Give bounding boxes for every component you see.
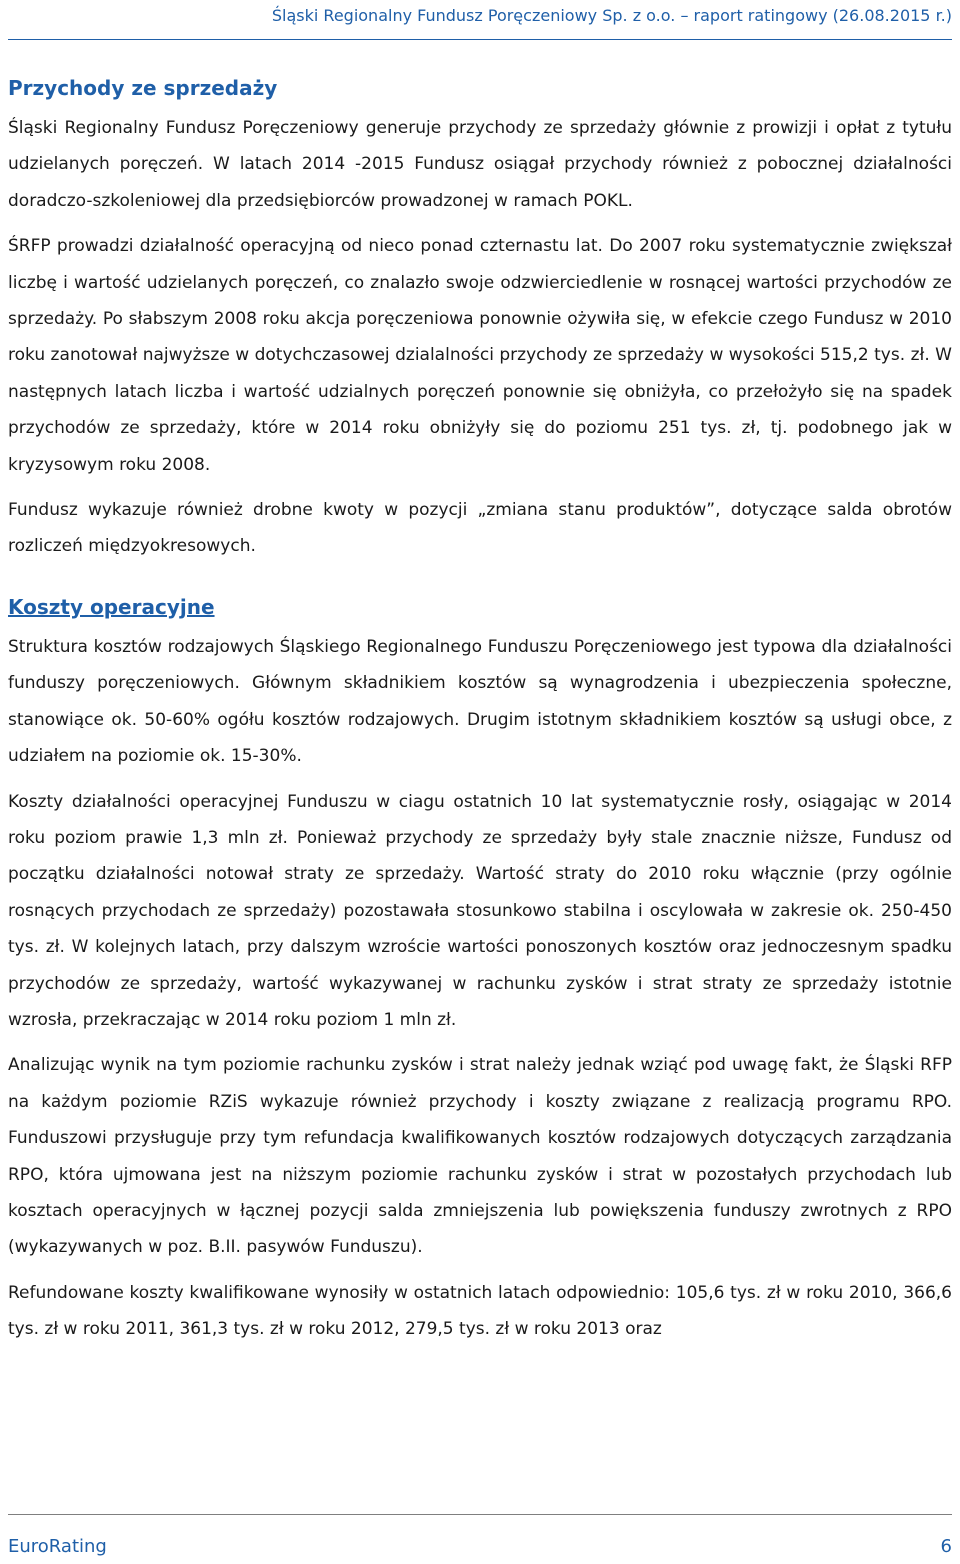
footer-brand: EuroRating [8, 1536, 107, 1557]
page-body [8, 68, 952, 1348]
section-heading-revenue: Przychody ze sprzedaży [8, 76, 278, 100]
paragraph: Śląski Regionalny Fundusz Poręczeniowy generuje przychody ze sprzedaży głównie z prowizji i opłat z tytułu udzielanych poręczeń. W latach 2014 -2015 Fundusz osiągał przychody również z pobocznej działalności doradczo-szkoleniowej dla przedsiębiorców prowadzonej w ramach POKL. [8, 118, 952, 211]
paragraph: Koszty działalności operacyjnej Funduszu w ciagu ostatnich 10 lat systematycznie rosły, osiągając w 2014 roku poziom prawie 1,3 mln zł. Ponieważ przychody ze sprzedaży były stale znacznie niższe, Fundusz od początku działalności notował straty ze sprzedaży. Wartość straty do 2010 roku włącznie (przy ogólnie rosnących przychodach ze sprzedaży) pozostawała stosunkowo stabilna i oscylowała w zakresie ok. 250-450 tys. zł. W kolejnych latach, przy dalszym wzroście wartości ponoszonych kosztów oraz jednoczesnym spadku przychodów ze sprzedaży, wartość wykazywanej w rachunku zysków i strat straty ze sprzedaży istotnie wzrosła, przekraczając w 2014 roku poziom 1 mln zł. [8, 791, 952, 1030]
section-heading-operating-costs: Koszty operacyjne [8, 594, 215, 619]
header-divider [8, 39, 952, 40]
paragraph: ŚRFP prowadzi działalność operacyjną od nieco ponad czternastu lat. Do 2007 roku systematycznie zwiększał liczbę i wartość udzielanych poręczeń, co znalazło swoje odzwierciedlenie w rosnącej wartości przychodów ze sprzedaży. Po słabszym 2008 roku akcja poręczeniowa ponownie ożywiła się, w efekcie czego Fundusz w 2010 roku zanotował najwyższe w dotychczasowej dzialalności przychody ze sprzedaży w wysokości 515,2 tys. zł. W następnych latach liczba i wartość udzialnych poręczeń ponownie się obniżyła, co przełożyło się na spadek przychodów ze sprzedaży, które w 2014 roku obniżyły się do poziomu 251 tys. zł, tj. podobnego jak w kryzysowym roku 2008. [8, 236, 952, 475]
running-header: Śląski Regionalny Fundusz Poręczeniowy Sp. z o.o. – raport ratingowy (26.08.2015 r.) [271, 6, 952, 25]
footer-divider [8, 1514, 952, 1515]
paragraph: Fundusz wykazuje również drobne kwoty w pozycji „zmiana stanu produktów”, dotyczące salda obrotów rozliczeń międzyokresowych. [8, 500, 952, 557]
page-number: 6 [940, 1536, 952, 1557]
paragraph: Refundowane koszty kwalifikowane wynosiły w ostatnich latach odpowiednio: 105,6 tys. zł w roku 2010, 366,6 tys. zł w roku 2011, 361,3 tys. zł w roku 2012, 279,5 tys. zł w roku 2013 oraz [8, 1282, 952, 1340]
paragraph: Struktura kosztów rodzajowych Śląskiego Regionalnego Funduszu Poręczeniowego jest typowa dla działalności funduszy poręczeniowych. Głównym składnikiem kosztów są wynagrodzenia i ubezpieczenia społeczne, stanowiące ok. 50-60% ogółu kosztów rodzajowych. Drugim istotnym składnikiem kosztów są usługi obce, z udziałem na poziomie ok. 15-30%. [8, 636, 952, 767]
paragraph: Analizując wynik na tym poziomie rachunku zysków i strat należy jednak wziąć pod uwagę fakt, że Śląski RFP na każdym poziomie RZiS wykazuje również przychody i koszty związane z realizacją programu RPO. Funduszowi przysługuje przy tym refundacja kwalifikowanych kosztów rodzajowych dotyczących zarządzania RPO, która ujmowana jest na niższym poziomie rachunku zysków i strat w pozostałych przychodach lub kosztach operacyjnych w łącznej pozycji salda zmniejszenia lub powiększenia funduszy zwrotnych z RPO (wykazywanych w poz. B.II. pasywów Funduszu). [8, 1055, 952, 1258]
